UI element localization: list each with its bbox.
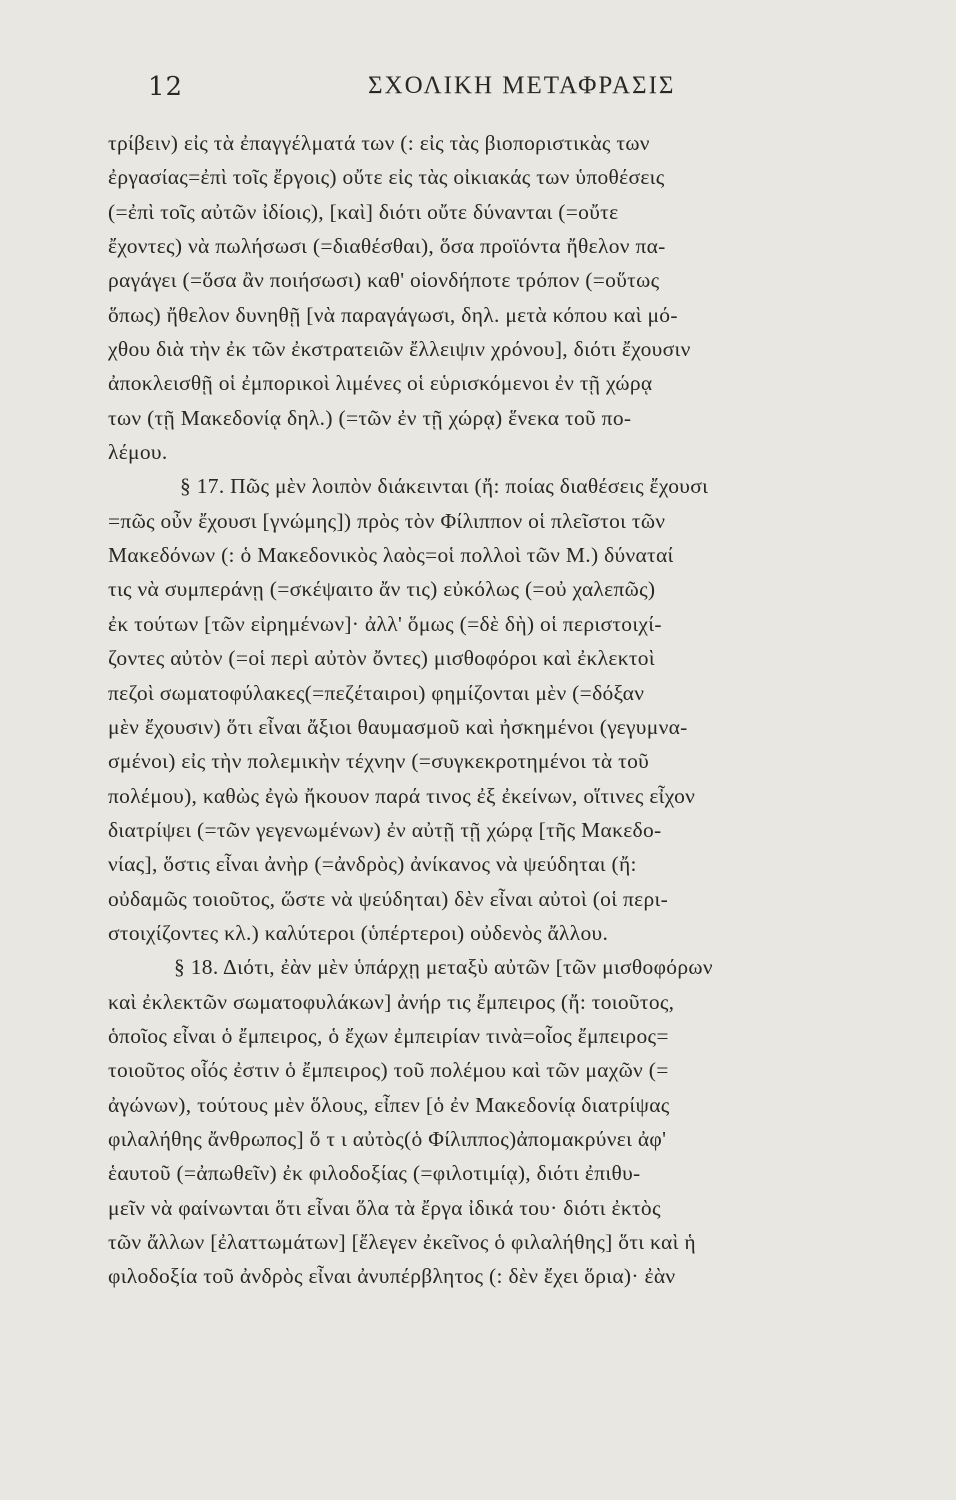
- text-line: τῶν ἄλλων [ἐλαττωμάτων] [ἔλεγεν ἐκεῖνος ὁ φιλαλήθης] ὅτι καὶ ἡ: [108, 1230, 696, 1254]
- text-line: χθου διὰ τὴν ἐκ τῶν ἐκστρατειῶν ἔλλειψιν χρόνου], διότι ἔχουσιν: [108, 337, 691, 362]
- text-line: τοιοῦτος οἷός ἐστιν ὁ ἔμπειρος) τοῦ πολέμου καὶ τῶν μαχῶν (=: [108, 1058, 669, 1083]
- text-line: ραγάγει (=ὅσα ἂν ποιήσωσι) καθ' οἱονδήποτε τρόπον (=οὕτως: [108, 268, 660, 293]
- text-line: ἀποκλεισθῇ οἱ ἐμπορικοὶ λιμένες οἱ εὑρισκόμενοι ἐν τῇ χώρᾳ: [108, 371, 653, 396]
- text-line: στοιχίζοντες κλ.) καλύτεροι (ὑπέρτεροι) οὐδενὸς ἄλλου.: [108, 920, 609, 945]
- page-number: 12: [148, 72, 184, 102]
- text-line: ἐκ τούτων [τῶν εἰρημένων]· ἀλλ' ὅμως (=δὲ δὴ) οἱ περιστοιχί-: [108, 611, 662, 636]
- text-line: διατρίψει (=τῶν γεγενωμένων) ἐν αὐτῇ τῇ χώρᾳ [τῆς Μακεδο-: [108, 817, 662, 842]
- text-line: ἀγώνων), τούτους μὲν ὅλους, εἶπεν [ὁ ἐν Μακεδονίᾳ διατρίψας: [108, 1092, 670, 1117]
- text-line: νίας], ὅστις εἶναι ἀνὴρ (=ἀνδρὸς) ἀνίκανος νὰ ψεύδηται (ἤ:: [108, 852, 637, 877]
- text-line: των (τῇ Μακεδονίᾳ δηλ.) (=τῶν ἐν τῇ χώρᾳ) ἕνεκα τοῦ πο-: [108, 405, 632, 430]
- text-line: οὐδαμῶς τοιοῦτος, ὥστε νὰ ψεύδηται) δὲν εἶναι αὐτοὶ (οἱ περι-: [108, 886, 669, 911]
- text-line: πεζοὶ σωματοφύλακες(=πεζέταιροι) φημίζονται μὲν (=δόξαν: [108, 680, 645, 705]
- text-line: ἔχοντες) νὰ πωλήσωσι (=διαθέσθαι), ὅσα προϊόντα ἤθελον πα-: [108, 234, 666, 259]
- text-line: πολέμου), καθὼς ἐγὼ ἤκουον παρά τινος ἐξ ἐκείνων, οἵτινες εἶχον: [108, 783, 696, 808]
- text-line: λέμου.: [108, 440, 168, 465]
- text-line: μὲν ἔχουσιν) ὅτι εἶναι ἄξιοι θαυμασμοῦ καὶ ἠσκημένοι (γεγυμνα-: [108, 714, 688, 739]
- text-line: ὁποῖος εἶναι ὁ ἔμπειρος, ὁ ἔχων ἐμπειρίαν τινὰ=οἷος ἔμπειρος=: [108, 1023, 669, 1048]
- text-line: μεῖν νὰ φαίνωνται ὅτι εἶναι ὅλα τὰ ἔργα ἰδικά του· διότι ἐκτὸς: [108, 1195, 661, 1220]
- text-line: (=ἐπὶ τοῖς αὐτῶν ἰδίοις), [καὶ] διότι οὔτε δύνανται (=οὔτε: [108, 199, 619, 224]
- text-line: § 18. Διότι, ἐὰν μὲν ὑπάρχῃ μεταξὺ αὐτῶν [τῶν μισθοφόρων: [174, 955, 713, 980]
- text-body: [108, 126, 878, 1294]
- text-line: τις νὰ συμπεράνῃ (=σκέψαιτο ἄν τις) εὐκόλως (=οὐ χαλεπῶς): [108, 577, 656, 602]
- text-line: § 17. Πῶς μὲν λοιπὸν διάκεινται (ἤ: ποίας διαθέσεις ἔχουσι: [180, 474, 709, 499]
- text-line: καὶ ἐκλεκτῶν σωματοφυλάκων] ἀνήρ τις ἔμπειρος (ἤ: τοιοῦτος,: [108, 989, 675, 1014]
- text-line: Μακεδόνων (: ὁ Μακεδονικὸς λαὸς=οἱ πολλοὶ τῶν Μ.) δύναταί: [108, 543, 674, 568]
- text-line: ἐργασίας=ἐπὶ τοῖς ἔργοις) οὔτε εἰς τὰς οἰκιακάς των ὑποθέσεις: [108, 165, 665, 190]
- text-line: =πῶς οὖν ἔχουσι [γνώμης]) πρὸς τὸν Φίλιππον οἱ πλεῖστοι τῶν: [108, 508, 666, 533]
- text-line: σμένοι) εἰς τὴν πολεμικὴν τέχνην (=συγκεκροτημένοι τὰ τοῦ: [108, 749, 650, 774]
- text-line: ἑαυτοῦ (=ἀπωθεῖν) ἐκ φιλοδοξίας (=φιλοτιμίᾳ), διότι ἐπιθυ-: [108, 1161, 641, 1186]
- running-title: ΣΧΟΛΙΚΗ ΜΕΤΑΦΡΑΣΙΣ: [368, 72, 676, 99]
- text-line: ὅπως) ἤθελον δυνηθῇ [νὰ παραγάγωσι, δηλ. μετὰ κόπου καὶ μό-: [108, 302, 678, 327]
- text-line: φιλαλήθης ἄνθρωπος] ὅ τ ι αὐτὸς(ὁ Φίλιππος)ἀπομακρύνει ἀφ': [108, 1126, 667, 1151]
- text-line: τρίβειν) εἰς τὰ ἐπαγγέλματά των (: εἰς τὰς βιοποριστικὰς των: [108, 131, 650, 155]
- page-header: [148, 72, 868, 112]
- text-line: φιλοδοξία τοῦ ἀνδρὸς εἶναι ἀνυπέρβλητος (: δὲν ἔχει ὅρια)· ἐὰν: [108, 1264, 676, 1289]
- text-line: ζοντες αὐτὸν (=οἱ περὶ αὐτὸν ὄντες) μισθοφόροι καὶ ἐκλεκτοὶ: [108, 646, 655, 671]
